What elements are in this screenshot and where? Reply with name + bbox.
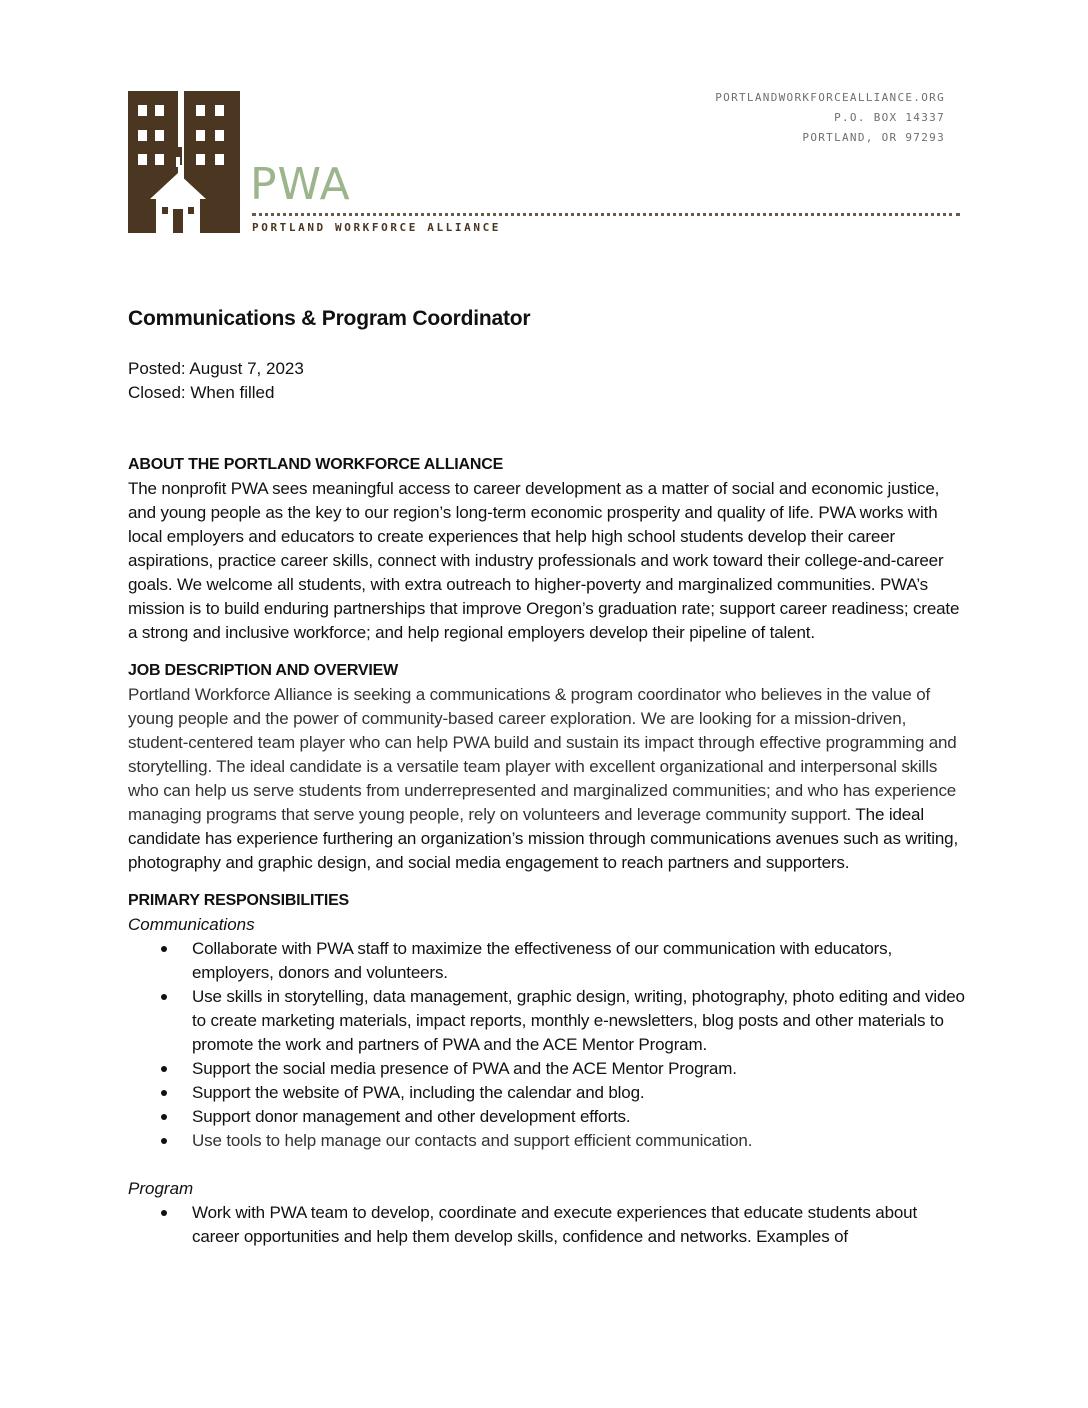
address-city: PORTLAND, OR 97293 [802, 131, 945, 144]
pwa-buildings-logo-icon [128, 91, 240, 233]
responsibilities-section [128, 889, 968, 1249]
address-po-box: P.O. BOX 14337 [834, 111, 945, 124]
about-paragraph: The nonprofit PWA sees meaningful access to career development as a matter of social and economic justice, and young people as the key to our region’s long-term economic prosperity and quality of life. PWA works with local employers and educators to create experiences that help high school students develop their career aspirations, practice career skills, connect with industry professionals and work toward their college-and-career goals. We welcome all students, with extra outreach to higher-poverty and marginalized communities. PWA’s mission is to build enduring partnerships that improve Oregon’s graduation rate; support career readiness; create a strong and inclusive workforce; and help regional employers develop their pipeline of talent. [128, 479, 960, 642]
list-item: Use tools to help manage our contacts and support efficient communication. [128, 1129, 968, 1153]
job-title: Communications & Program Coordinator [128, 307, 531, 330]
program-subheading: Program [128, 1179, 194, 1198]
job-description-heading: JOB DESCRIPTION AND OVERVIEW [128, 662, 398, 679]
list-item: Support the social media presence of PWA and the ACE Mentor Program. [128, 1057, 968, 1081]
address-website: PORTLANDWORKFORCEALLIANCE.ORG [715, 91, 945, 104]
list-item: Collaborate with PWA staff to maximize the effectiveness of our communication with educators, employers, donors and volunteers. [128, 937, 968, 985]
list-item: Support the website of PWA, including the calendar and blog. [128, 1081, 968, 1105]
about-section [128, 453, 968, 645]
organization-name: PORTLAND WORKFORCE ALLIANCE [252, 221, 502, 234]
job-description-section [128, 659, 968, 875]
closed-date: Closed: When filled [128, 383, 275, 402]
communications-list [128, 937, 968, 1153]
posted-date: Posted: August 7, 2023 [128, 359, 304, 378]
job-description-paragraph [128, 683, 968, 875]
letterhead-divider [252, 213, 960, 216]
list-item: Use skills in storytelling, data management, graphic design, writing, photography, photo editing and video to create marketing materials, impact reports, monthly e-newsletters, blog posts and other materials to promote the work and partners of PWA and the ACE Mentor Program. [128, 985, 968, 1057]
logo-wordmark: PWA [250, 159, 351, 210]
list-item: Work with PWA team to develop, coordinate and execute experiences that educate students about career opportunities and help them develop skills, confidence and networks. Examples of [128, 1201, 968, 1249]
list-item: Support donor management and other development efforts. [128, 1105, 968, 1129]
job-description-part2: The ideal candidate has experience furthering an organization’s mission through communications avenues such as writing, photography and graphic design, and social media engagement to reach partners and supporters. [128, 805, 959, 872]
letterhead-address [715, 88, 945, 148]
document-body [128, 305, 968, 1249]
communications-subheading: Communications [128, 915, 255, 934]
posting-dates [128, 357, 968, 405]
responsibilities-heading: PRIMARY RESPONSIBILITIES [128, 892, 350, 909]
program-list [128, 1201, 968, 1249]
job-description-part1: Portland Workforce Alliance is seeking a communications & program coordinator who believes in the value of young people and the power of community-based career exploration. We are looking for a mission-driven, student-centered team player who can help PWA build and sustain its impact through effective programming and storytelling. The ideal candidate is a versatile team player with excellent organizational and interpersonal skills who can help us serve students from underrepresented and marginalized communities; and who has experience managing programs that serve young people, rely on volunteers and leverage community support. [128, 685, 957, 824]
about-heading: ABOUT THE PORTLAND WORKFORCE ALLIANCE [128, 456, 504, 473]
